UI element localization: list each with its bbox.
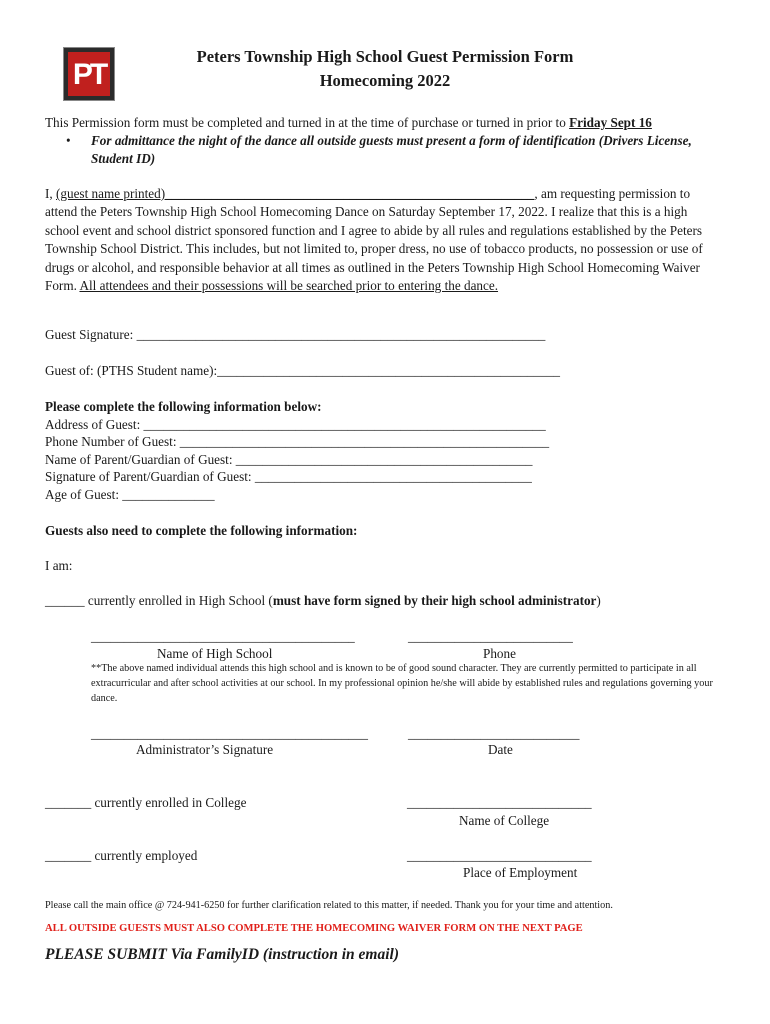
form-title: Peters Township High School Guest Permission Form <box>196 47 574 66</box>
admin-signature-line[interactable]: __________________________________________ <box>91 726 368 741</box>
form-subtitle: Homecoming 2022 <box>319 71 451 90</box>
guest-of-field[interactable]: Guest of: (PTHS Student name):____________________________________________________ <box>45 363 561 378</box>
college-name-line[interactable]: ____________________________ <box>407 795 592 810</box>
admin-statement: **The above named individual attends this high school and is known to be of good sound character. They are currently permitted to participate in all extracurricular and after school activities at our school. In my professional opinion he/she will abide by established rules and regulations governing your dance. <box>91 663 713 704</box>
high-school-option[interactable] <box>45 592 601 610</box>
high-school-blank: ______ currently enrolled in High School ( <box>45 593 273 608</box>
school-logo-text: PT <box>68 52 110 96</box>
college-option[interactable]: _______ currently enrolled in College <box>45 795 247 810</box>
agreement-body: permission to attend the Peters Township High School Homecoming Dance on Saturday September 17, 2022. I realize that this is a high school event and school district sponsored function and I agree to abide by all rules and regulations established by the Peters Township School District. This includes, but not limited to, proper dress, no use of tobacco products, no possession or use of drugs or alcohol, and responsible behavior at all times as outlined in the Peters Township High School Homecoming Waiver Form. <box>45 186 703 294</box>
deadline: Friday Sept 16 <box>569 115 652 130</box>
admin-signature-label: Administrator’s Signature <box>136 742 274 757</box>
waiver-notice: ALL OUTSIDE GUESTS MUST ALSO COMPLETE THE HOMECOMING WAIVER FORM ON THE NEXT PAGE <box>45 923 583 934</box>
contact-note: Please call the main office @ 724-941-6250 for further clarification related to this matter, if needed. Thank you for your time and attention. <box>45 900 613 911</box>
intro-line <box>45 114 652 132</box>
agreement-lead: I, <box>45 186 56 201</box>
employment-label: Place of Employment <box>463 865 578 880</box>
age-field[interactable]: Age of Guest: ______________ <box>45 487 215 502</box>
school-name-line[interactable]: ________________________________________ <box>91 629 355 644</box>
school-phone-line[interactable]: _________________________ <box>408 629 573 644</box>
college-name-label: Name of College <box>459 813 550 828</box>
school-name-label: Name of High School <box>157 646 273 661</box>
address-field[interactable]: Address of Guest: _____________________________________________________________ <box>45 417 546 432</box>
id-requirement: For admittance the night of the dance all outside guests must present a form of identification (Drivers License, Student ID) <box>91 133 692 167</box>
info-heading: Please complete the following information below: <box>45 399 322 414</box>
bullet-icon: • <box>66 133 71 148</box>
phone-field[interactable]: Phone Number of Guest: ________________________________________________________ <box>45 434 550 449</box>
guest-name-field[interactable]: (guest name printed)________________________________________________________ <box>56 186 535 201</box>
submit-instruction: PLEASE SUBMIT Via FamilyID (instruction in email) <box>45 946 399 963</box>
i-am-label: I am: <box>45 558 73 573</box>
intro-text: This Permission form must be completed and turned in at the time of purchase or turned in prior to <box>45 115 570 130</box>
admin-date-label: Date <box>488 742 513 757</box>
employment-line[interactable]: ____________________________ <box>407 848 592 863</box>
parent-name-field[interactable]: Name of Parent/Guardian of Guest: _____________________________________________ <box>45 452 533 467</box>
admin-sign-note: must have form signed by their high school administrator <box>272 593 597 608</box>
guest-signature-field[interactable]: Guest Signature: ______________________________________________________________ <box>45 327 546 342</box>
parent-signature-field[interactable]: Signature of Parent/Guardian of Guest: __________________________________________ <box>45 469 532 484</box>
admin-date-line[interactable]: __________________________ <box>408 726 580 741</box>
high-school-close: ) <box>596 593 601 608</box>
also-heading: Guests also need to complete the following information: <box>45 523 358 538</box>
agreement-paragraph <box>45 185 717 295</box>
employed-option[interactable]: _______ currently employed <box>45 848 198 863</box>
search-notice: All attendees and their possessions will be searched prior to entering the dance. <box>79 278 499 294</box>
school-phone-label: Phone <box>483 646 516 661</box>
agreement-after-name: , am requesting <box>534 186 616 201</box>
